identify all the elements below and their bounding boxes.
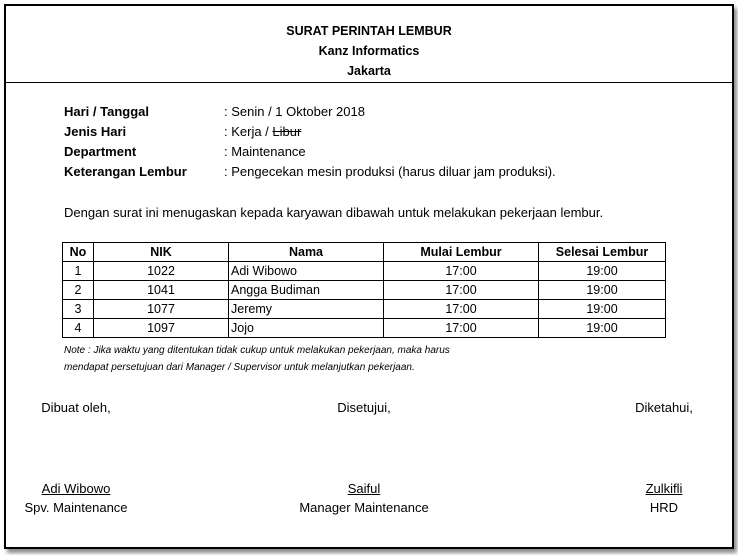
- approved-by-caption: Disetujui,: [337, 400, 391, 415]
- acknowledged-by-position: HRD: [649, 500, 679, 515]
- made-by-name: Adi Wibowo: [41, 481, 111, 496]
- cell-mulai: 17:00: [384, 319, 539, 338]
- note-line-1: Note : Jika waktu yang ditentukan tidak cukup untuk melakukan pekerjaan, maka harus: [64, 345, 450, 356]
- overtime-table: [62, 242, 666, 338]
- department-label: Department: [64, 144, 137, 159]
- col-selesai: Selesai Lembur: [539, 243, 666, 262]
- remark-value: : Pengecekan mesin produksi (harus diluar jam produksi).: [224, 164, 556, 179]
- made-by-position: Spv. Maintenance: [24, 500, 128, 515]
- cell-nik: 1041: [94, 281, 229, 300]
- approved-by-position: Manager Maintenance: [299, 500, 429, 515]
- table-row: [63, 300, 666, 319]
- table-row: [63, 262, 666, 281]
- note-line-2: mendapat persetujuan dari Manager / Supervisor untuk melanjutkan pekerjaan.: [64, 362, 415, 373]
- table-row: [63, 319, 666, 338]
- made-by-caption: Dibuat oleh,: [41, 400, 111, 415]
- day-type-label: Jenis Hari: [64, 124, 127, 139]
- col-nama: Nama: [229, 243, 384, 262]
- col-nik: NIK: [94, 243, 229, 262]
- remark-label: Keterangan Lembur: [64, 164, 187, 179]
- cell-no: 1: [63, 262, 94, 281]
- cell-nama: Angga Budiman: [229, 281, 384, 300]
- document-sheet: [4, 4, 734, 549]
- cell-mulai: 17:00: [384, 262, 539, 281]
- cell-nama: Jojo: [229, 319, 384, 338]
- cell-mulai: 17:00: [384, 300, 539, 319]
- cell-no: 2: [63, 281, 94, 300]
- cell-nama: Adi Wibowo: [229, 262, 384, 281]
- cell-no: 4: [63, 319, 94, 338]
- acknowledged-by-name: Zulkifli: [645, 481, 683, 496]
- table-row: [63, 281, 666, 300]
- cell-selesai: 19:00: [539, 319, 666, 338]
- department-value: : Maintenance: [224, 144, 306, 159]
- cell-nik: 1022: [94, 262, 229, 281]
- day-type-struck: Libur: [272, 124, 302, 139]
- document-header: [6, 6, 732, 83]
- intro-text: Dengan surat ini menugaskan kepada karyawan dibawah untuk melakukan pekerjaan lembur.: [64, 205, 604, 220]
- date-label: Hari / Tanggal: [64, 104, 149, 119]
- acknowledged-by-caption: Diketahui,: [635, 400, 693, 415]
- cell-no: 3: [63, 300, 94, 319]
- date-value: : Senin / 1 Oktober 2018: [224, 104, 365, 119]
- approved-by-name: Saiful: [347, 481, 381, 496]
- company-name: Kanz Informatics: [318, 44, 420, 58]
- cell-nik: 1097: [94, 319, 229, 338]
- document-title: SURAT PERINTAH LEMBUR: [286, 24, 452, 38]
- cell-selesai: 19:00: [539, 281, 666, 300]
- day-type-value: [224, 124, 301, 139]
- cell-selesai: 19:00: [539, 262, 666, 281]
- col-no: No: [63, 243, 94, 262]
- table-header-row: [63, 243, 666, 262]
- cell-mulai: 17:00: [384, 281, 539, 300]
- cell-nik: 1077: [94, 300, 229, 319]
- city-name: Jakarta: [347, 64, 391, 78]
- cell-selesai: 19:00: [539, 300, 666, 319]
- cell-nama: Jeremy: [229, 300, 384, 319]
- day-type-prefix: : Kerja /: [224, 124, 269, 139]
- col-mulai: Mulai Lembur: [384, 243, 539, 262]
